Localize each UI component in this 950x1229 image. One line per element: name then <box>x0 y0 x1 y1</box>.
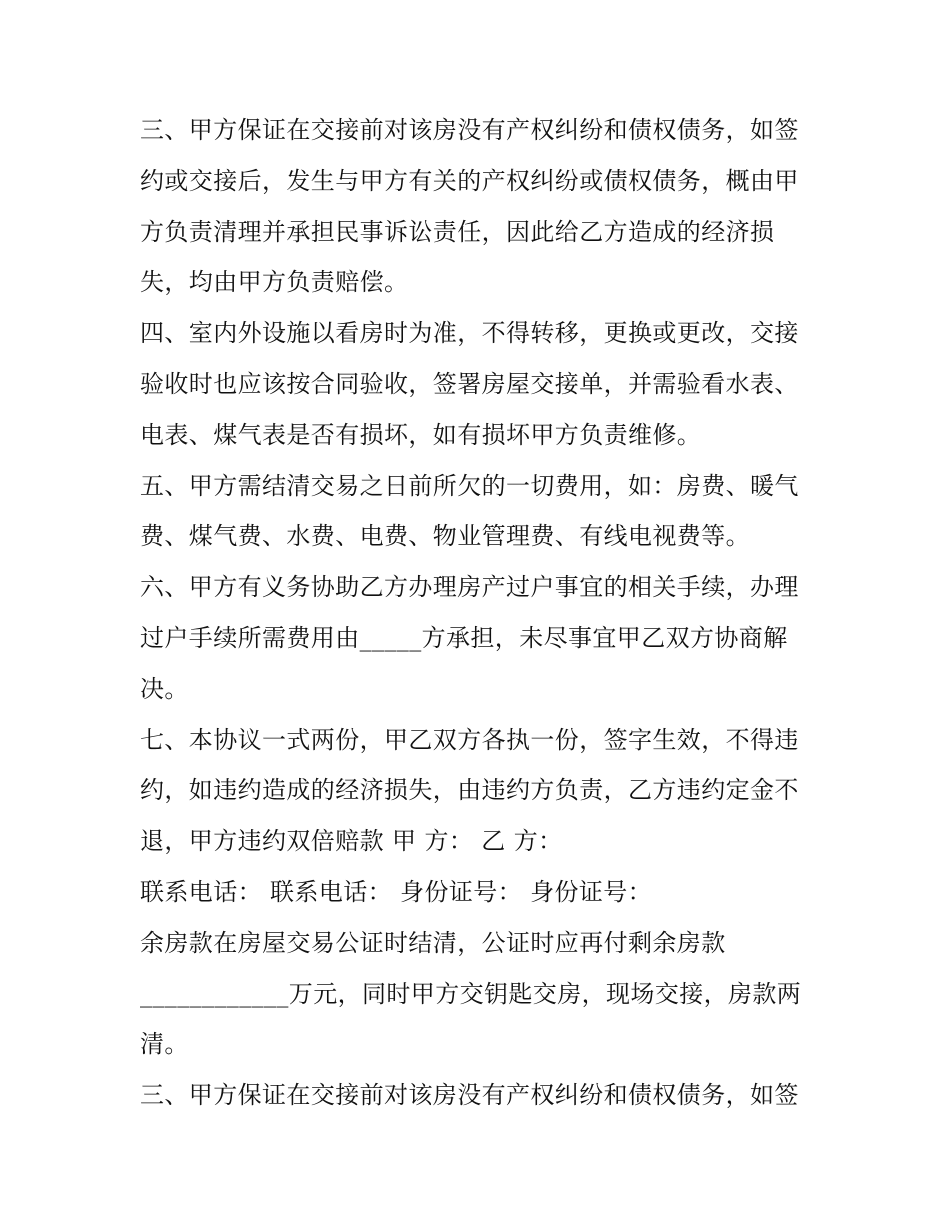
text-line: 电表、煤气表是否有损坏，如有损坏甲方负责维修。 <box>140 420 702 449</box>
text-line: 四、室内外设施以看房时为准，不得转移，更换或更改，交接 <box>140 319 799 348</box>
text-line: 方负责清理并承担民事诉讼责任，因此给乙方造成的经济损 <box>140 217 775 246</box>
text-line: 退，甲方违约双倍赔款 甲 方： 乙 方： <box>140 827 563 856</box>
text-line: 三、甲方保证在交接前对该房没有产权纠纷和债权债务，如签 <box>140 1081 799 1110</box>
text-line: 费、煤气费、水费、电费、物业管理费、有线电视费等。 <box>140 522 750 551</box>
text-line: 失，均由甲方负责赔偿。 <box>140 268 409 297</box>
text-line: ____________万元，同时甲方交钥匙交房，现场交接，房款两 <box>140 979 802 1008</box>
text-line: 验收时也应该按合同验收，签署房屋交接单，并需验看水表、 <box>140 369 799 398</box>
text-line: 约，如违约造成的经济损失，由违约方负责，乙方违约定金不 <box>140 776 799 805</box>
text-line: 三、甲方保证在交接前对该房没有产权纠纷和债权债务，如签 <box>140 116 799 144</box>
text-line: 清。 <box>140 1030 189 1059</box>
text-line: 决。 <box>140 674 189 703</box>
text-line: 七、本协议一式两份，甲乙双方各执一份，签字生效，不得违 <box>140 725 799 754</box>
text-line: 约或交接后，发生与甲方有关的产权纠纷或债权债务，概由甲 <box>140 166 799 195</box>
text-line: 六、甲方有义务协助乙方办理房产过户事宜的相关手续，办理 <box>140 573 799 602</box>
text-line: 联系电话： 联系电话： 身份证号： 身份证号： <box>140 877 653 906</box>
text-line: 过户手续所需费用由_____方承担，未尽事宜甲乙双方协商解 <box>140 623 788 652</box>
document-body <box>140 105 820 1121</box>
text-line: 五、甲方需结清交易之日前所欠的一切费用，如：房费、暖气 <box>140 471 799 500</box>
text-line: 余房款在房屋交易公证时结清，公证时应再付剩余房款 <box>140 928 726 957</box>
